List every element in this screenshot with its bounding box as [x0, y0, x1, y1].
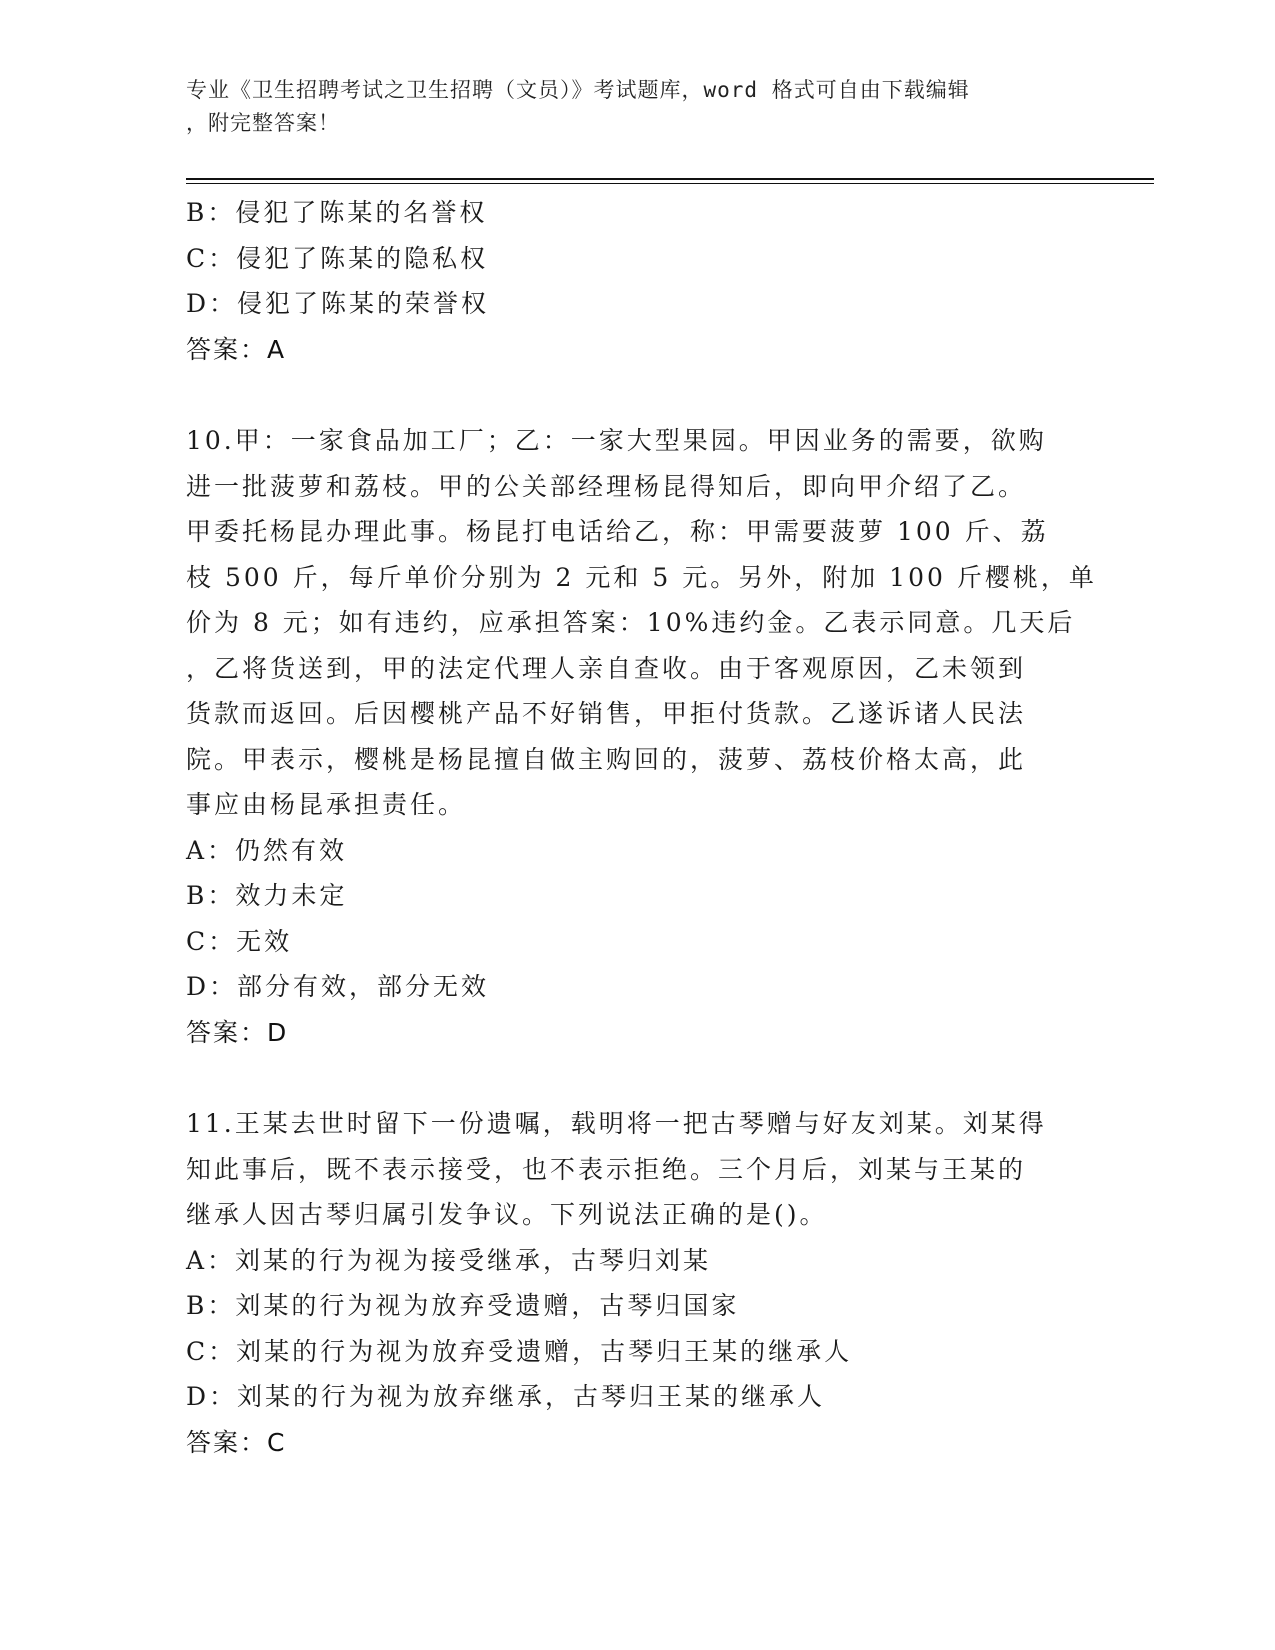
spacer [186, 1055, 1086, 1101]
option-a: A：刘某的行为视为接受继承，古琴归刘某 [186, 1245, 712, 1275]
option-b: B：刘某的行为视为放弃受遗赠，古琴归国家 [186, 1291, 740, 1320]
question-9-continuation [186, 190, 1086, 372]
question-text-line: ，乙将货送到，甲的法定代理人亲自查收。由于客观原因，乙未领到 [186, 653, 1027, 683]
answer-line: 答案：C [186, 1427, 287, 1457]
question-text-line: 事应由杨昆承担责任。 [186, 790, 467, 819]
header-divider-thin [186, 183, 1154, 184]
question-text-line: 10.甲：一家食品加工厂；乙：一家大型果园。甲因业务的需要，欲购 [186, 426, 1047, 455]
header-title-line: 专业《卫生招聘考试之卫生招聘（文员）》考试题库，word 格式可自由下载编辑 [186, 78, 970, 102]
question-content [186, 190, 1097, 1465]
question-10 [186, 418, 1097, 1055]
option-c: C：刘某的行为视为放弃受遗赠，古琴归王某的继承人 [186, 1336, 853, 1366]
question-text-line: 院。甲表示，樱桃是杨昆擅自做主购回的，菠萝、荔枝价格太高，此 [186, 744, 1027, 774]
question-text-line: 货款而返回。后因樱桃产品不好销售，甲拒付货款。乙遂诉诸人民法 [186, 699, 1027, 728]
option-b: B：侵犯了陈某的名誉权 [186, 198, 488, 227]
answer-line: 答案：A [186, 334, 287, 364]
answer-line: 答案：D [186, 1017, 289, 1047]
option-c: C：无效 [186, 926, 293, 956]
question-text-line: 11.王某去世时留下一份遗嘱，载明将一把古琴赠与好友刘某。刘某得 [186, 1109, 1047, 1138]
option-d: D：刘某的行为视为放弃继承，古琴归王某的继承人 [186, 1382, 826, 1411]
header-divider-thick [186, 178, 1154, 180]
option-d: D：部分有效，部分无效 [186, 972, 490, 1001]
header-title-continuation: ，附完整答案！ [186, 111, 340, 135]
option-b: B：效力未定 [186, 881, 348, 910]
document-header [186, 74, 1066, 140]
option-c: C：侵犯了陈某的隐私权 [186, 243, 489, 273]
question-text-line: 知此事后，既不表示接受，也不表示拒绝。三个月后，刘某与王某的 [186, 1154, 1027, 1184]
question-text-line: 进一批菠萝和荔枝。甲的公关部经理杨昆得知后，即向甲介绍了乙。 [186, 471, 1027, 501]
question-text-line: 枝 500 斤，每斤单价分别为 2 元和 5 元。另外，附加 100 斤樱桃，单 [186, 562, 1097, 592]
option-d: D：侵犯了陈某的荣誉权 [186, 289, 490, 318]
spacer [186, 372, 1086, 418]
option-a: A：仍然有效 [186, 835, 348, 865]
question-11 [186, 1101, 1086, 1465]
question-text-line: 甲委托杨昆办理此事。杨昆打电话给乙，称：甲需要菠萝 100 斤、荔 [186, 517, 1049, 546]
question-text-line: 继承人因古琴归属引发争议。下列说法正确的是()。 [186, 1200, 828, 1229]
question-text-line: 价为 8 元；如有违约，应承担答案：10%违约金。乙表示同意。几天后 [186, 608, 1076, 637]
